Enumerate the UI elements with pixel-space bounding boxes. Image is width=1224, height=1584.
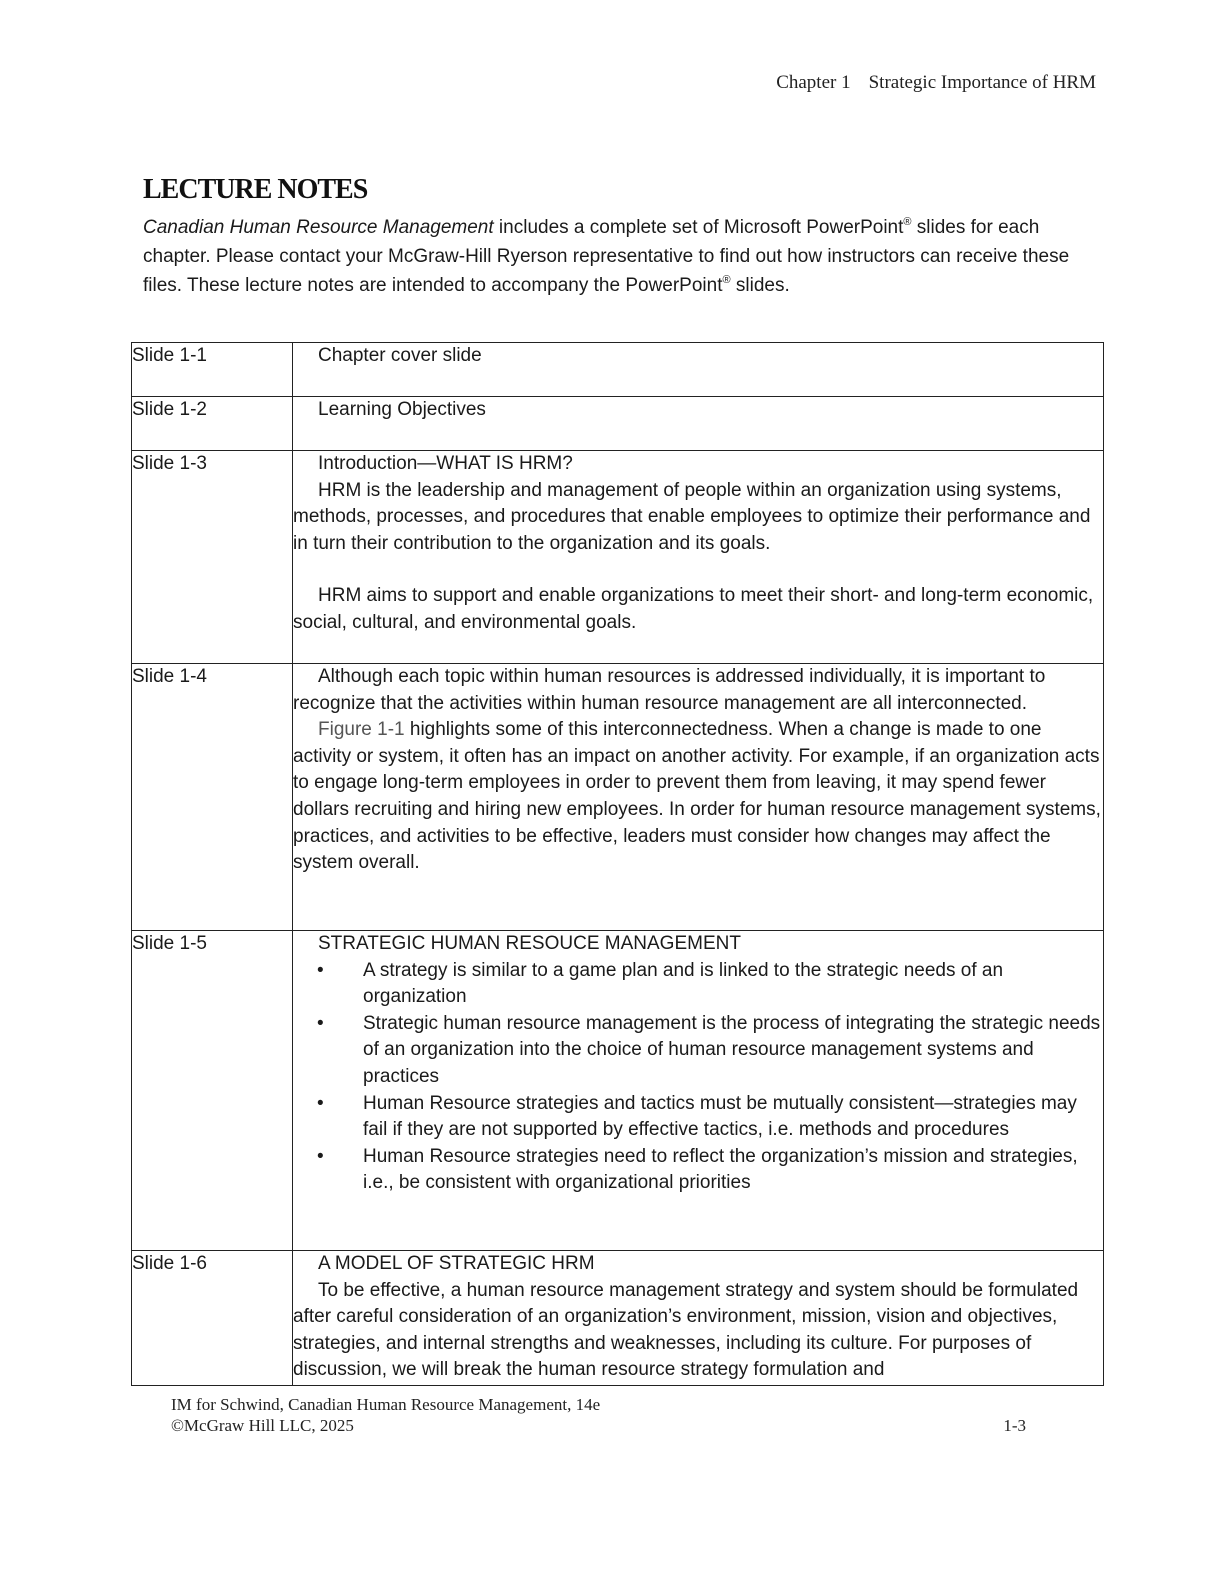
lecture-notes-table	[131, 342, 1104, 1386]
intro-paragraph	[143, 213, 1088, 300]
section-title: LECTURE NOTES	[143, 174, 368, 205]
slide-label: Slide 1-1	[132, 343, 293, 397]
registered-mark: ®	[903, 215, 912, 228]
slide-title: STRATEGIC HUMAN RESOUCE MANAGEMENT	[318, 933, 741, 954]
list-item: • A strategy is similar to a game plan and is linked to the strategic needs of an organization	[363, 958, 1103, 1011]
slide-label: Slide 1-6	[132, 1251, 293, 1386]
slide-paragraph: To be effective, a human resource management strategy and system should be formulated after careful consideration of an organization’s environment, mission, vision and objectives, strategies, and internal strengths and weaknesses, including its culture. For purposes of discussion, we will break the human resource strategy formulation and	[293, 1279, 1079, 1381]
slide-content	[293, 397, 1104, 451]
paragraph-text: highlights some of this interconnectedness. When a change is made to one activity or system, it often has an impact on another activity. For example, if an organization acts to engage long-term employees in order to prevent them from leaving, it may spend fewer dollars recruiting and hiring new employees. In order for human resource management systems, practices, and activities to be effective, leaders must consider how changes may affect the system overall.	[293, 719, 1101, 874]
page-number: 1-3	[1003, 1416, 1026, 1435]
intro-text-3: slides.	[730, 275, 790, 296]
list-item: • Human Resource strategies and tactics must be mutually consistent—strategies may fail if they are not supported by effective tactics, i.e. methods and procedures	[363, 1091, 1103, 1144]
book-title: Canadian Human Resource Management	[143, 217, 494, 238]
running-header	[776, 72, 1096, 94]
chapter-number: Chapter 1	[776, 72, 851, 93]
slide-paragraph: HRM is the leadership and management of people within an organization using systems, methods, processes, and procedures that enable employees to optimize their performance and in turn their contribution to the organization and its goals.	[293, 479, 1091, 554]
slide-content	[293, 931, 1104, 1251]
footer-course-line: IM for Schwind, Canadian Human Resource Management, 14e	[171, 1395, 601, 1414]
intro-text-1: includes a complete set of Microsoft PowerPoint	[493, 217, 904, 238]
table-row	[132, 664, 1104, 931]
slide-paragraph: HRM aims to support and enable organizations to meet their short- and long-term economic, social, cultural, and environmental goals.	[293, 585, 1094, 633]
table-row	[132, 1251, 1104, 1386]
slide-paragraph: Although each topic within human resources is addressed individually, it is important to recognize that the activities within human resource management are all interconnected.	[293, 666, 1046, 714]
table-row	[132, 343, 1104, 397]
slide-content	[293, 1251, 1104, 1386]
intro-text-2: slides for each chapter. Please contact your McGraw-Hill Ryerson representative to find out how instructors can receive these files. These lecture notes are intended to accompany the PowerPoint	[143, 217, 1070, 296]
page-footer	[171, 1394, 1026, 1436]
figure-reference: Figure 1-1	[318, 719, 405, 741]
slide-label: Slide 1-3	[132, 451, 293, 664]
slide-content	[293, 451, 1104, 664]
slide-title: Chapter cover slide	[318, 345, 482, 366]
table-row	[132, 451, 1104, 664]
slide-content	[293, 343, 1104, 397]
registered-mark: ®	[722, 273, 731, 286]
slide-content	[293, 664, 1104, 931]
slide-paragraph	[293, 717, 1103, 877]
table-row	[132, 931, 1104, 1251]
chapter-title: Strategic Importance of HRM	[868, 72, 1096, 93]
bullet-list	[293, 958, 1103, 1197]
slide-label: Slide 1-4	[132, 664, 293, 931]
list-item: • Human Resource strategies need to reflect the organization’s mission and strategies, i.e., be consistent with organizational priorities	[363, 1144, 1103, 1197]
slide-title: Introduction—WHAT IS HRM?	[318, 453, 573, 474]
slide-label: Slide 1-2	[132, 397, 293, 451]
table-row	[132, 397, 1104, 451]
footer-copyright: ©McGraw Hill LLC, 2025	[171, 1416, 354, 1435]
list-item: • Strategic human resource management is the process of integrating the strategic needs of an organization into the choice of human resource management systems and practices	[363, 1011, 1103, 1091]
slide-title: A MODEL OF STRATEGIC HRM	[318, 1253, 595, 1274]
slide-label: Slide 1-5	[132, 931, 293, 1251]
slide-title: Learning Objectives	[318, 399, 486, 420]
